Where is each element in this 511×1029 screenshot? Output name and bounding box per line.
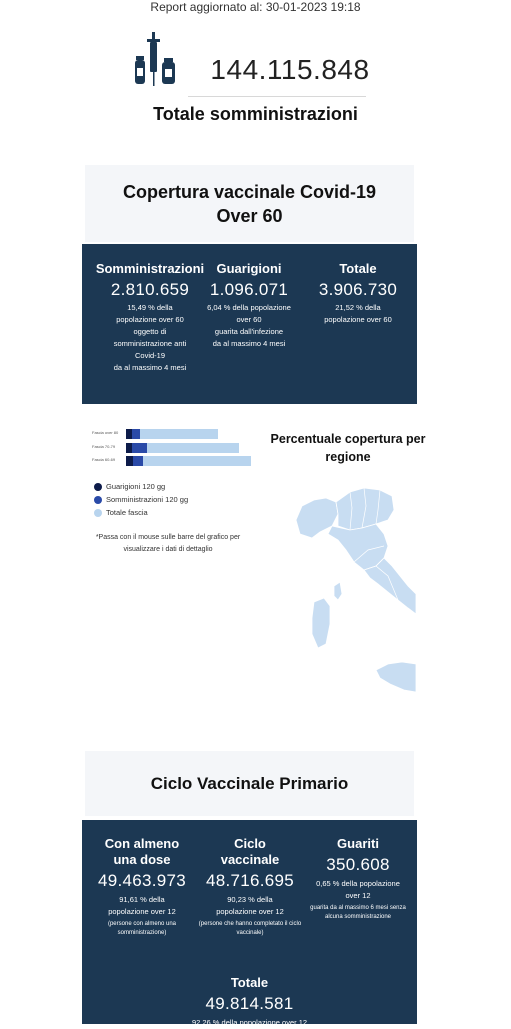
ciclo-primario-title: Ciclo Vaccinale Primario <box>150 773 349 793</box>
map-region-sardegna <box>312 598 330 648</box>
stat-guarigioni <box>204 261 294 350</box>
total-administrations-value: 144.115.848 <box>210 54 370 85</box>
legend-dot-icon <box>94 483 102 491</box>
stat-title: Guarigioni <box>216 261 282 276</box>
stat-somministrazioni <box>92 261 208 374</box>
bar-segment-totale[interactable] <box>126 429 218 439</box>
legend-label: Guarigioni 120 gg <box>106 482 166 491</box>
stat-desc-line: over 12 <box>345 891 371 900</box>
legend-item <box>94 480 254 493</box>
coverage-over60-stats-panel <box>82 244 417 404</box>
stat-desc-line: da al massimo 4 mesi <box>113 363 187 372</box>
bar-label: Fascia 60-69 <box>92 457 116 462</box>
bar-row-over80[interactable] <box>92 429 252 439</box>
vaccine-syringe-icon <box>132 32 180 88</box>
stat-value: 49.463.973 <box>97 871 187 890</box>
stat-desc-line: da al massimo 4 mesi <box>212 339 286 348</box>
bar-row-70-79[interactable] <box>92 443 252 453</box>
legend-label: Totale fascia <box>106 508 148 517</box>
stat-totale-ciclo <box>162 975 337 1029</box>
map-region-sicilia <box>376 662 416 692</box>
stat-value: 3.906.730 <box>318 280 398 299</box>
stat-desc-line: 92,26 % della popolazione over 12 <box>191 1018 308 1027</box>
region-map-title: Percentuale copertura per regione <box>270 432 426 464</box>
ciclo-primario-header <box>85 751 414 816</box>
ciclo-stats-panel <box>82 820 417 1027</box>
legend-dot-icon <box>94 496 102 504</box>
bar-segment-somministrazioni[interactable] <box>133 456 143 466</box>
stat-title: Somministrazioni <box>95 261 205 276</box>
stat-value: 350.608 <box>326 855 390 874</box>
stat-title: Ciclo vaccinale <box>220 836 280 867</box>
legend-item <box>94 506 254 519</box>
stat-note: (persone che hanno completato il ciclo vaccinale) <box>198 921 302 936</box>
report-timestamp: Report aggiornato al: 30-01-2023 19:18 <box>150 0 361 14</box>
bar-segment-guarigioni[interactable] <box>126 456 133 466</box>
stat-desc-line: 21,52 % della <box>335 303 381 312</box>
bar-segment-guarigioni[interactable] <box>126 429 132 439</box>
stat-desc-line: popolazione over 60 <box>116 315 184 324</box>
coverage-over60-header <box>85 165 414 242</box>
bar-row-60-69[interactable] <box>92 456 252 466</box>
stat-title: Totale <box>339 261 377 276</box>
stat-desc-line: over 60 <box>236 315 262 324</box>
total-administrations-label: Totale somministrazioni <box>153 104 358 124</box>
legend-dot-icon <box>94 509 102 517</box>
stat-desc-line: 91,61 % della <box>119 895 165 904</box>
bar-segment-guarigioni[interactable] <box>126 443 132 453</box>
bar-segment-somministrazioni[interactable] <box>132 429 140 439</box>
stat-desc-line: popolazione over 12 <box>108 907 176 916</box>
chart-hint-text: *Passa con il mouse sulle barre del grafico per visualizzare i dati di dettaglio <box>95 534 241 553</box>
stat-value: 1.096.071 <box>209 280 289 299</box>
stat-desc-line: 90,23 % della <box>227 895 273 904</box>
stat-desc-line: 6,04 % della popolazione <box>207 303 291 312</box>
bar-segment-totale[interactable] <box>126 456 251 466</box>
coverage-over60-title: Copertura vaccinale Covid-19 Over 60 <box>122 181 377 226</box>
stat-desc-line: 15,49 % della <box>127 303 173 312</box>
stat-desc-line: guarita dall'infezione <box>214 327 284 336</box>
stat-value: 49.814.581 <box>205 994 294 1013</box>
stat-desc-line: oggetto di <box>133 327 167 336</box>
stat-ciclo-vaccinale <box>198 836 302 938</box>
stat-desc-line: Covid-19 <box>134 351 165 360</box>
italy-region-map[interactable] <box>292 484 416 696</box>
stat-desc-line: popolazione over 60 <box>324 315 392 324</box>
stat-title: Totale <box>230 975 269 990</box>
map-region-corsica <box>334 582 342 600</box>
stat-value: 48.716.695 <box>205 871 295 890</box>
stat-totale <box>307 261 409 326</box>
bar-label: Fascia 70-79 <box>92 444 116 449</box>
stat-note: guarita da al massimo 6 mesi senza alcuna somministrazione <box>310 905 406 920</box>
age-group-bar-chart <box>92 427 252 469</box>
stat-note: (persone con almeno una somministrazione) <box>107 921 177 936</box>
stat-desc-line: popolazione over 12 <box>216 907 284 916</box>
stat-title: Con almeno una dose <box>104 836 180 867</box>
stat-value: 2.810.659 <box>110 280 190 299</box>
chart-legend <box>94 480 254 519</box>
stat-almeno-una-dose <box>92 836 192 938</box>
total-divider <box>188 96 366 97</box>
legend-label: Somministrazioni 120 gg <box>106 495 189 504</box>
stat-desc-line: somministrazione anti <box>113 339 187 348</box>
legend-item <box>94 493 254 506</box>
stat-title: Guariti <box>337 836 379 851</box>
stat-guariti <box>306 836 410 922</box>
stat-desc-line: 0,65 % della popolazione <box>316 879 400 888</box>
bar-segment-somministrazioni[interactable] <box>132 443 147 453</box>
bar-label: Fascia over 80 <box>92 430 119 435</box>
